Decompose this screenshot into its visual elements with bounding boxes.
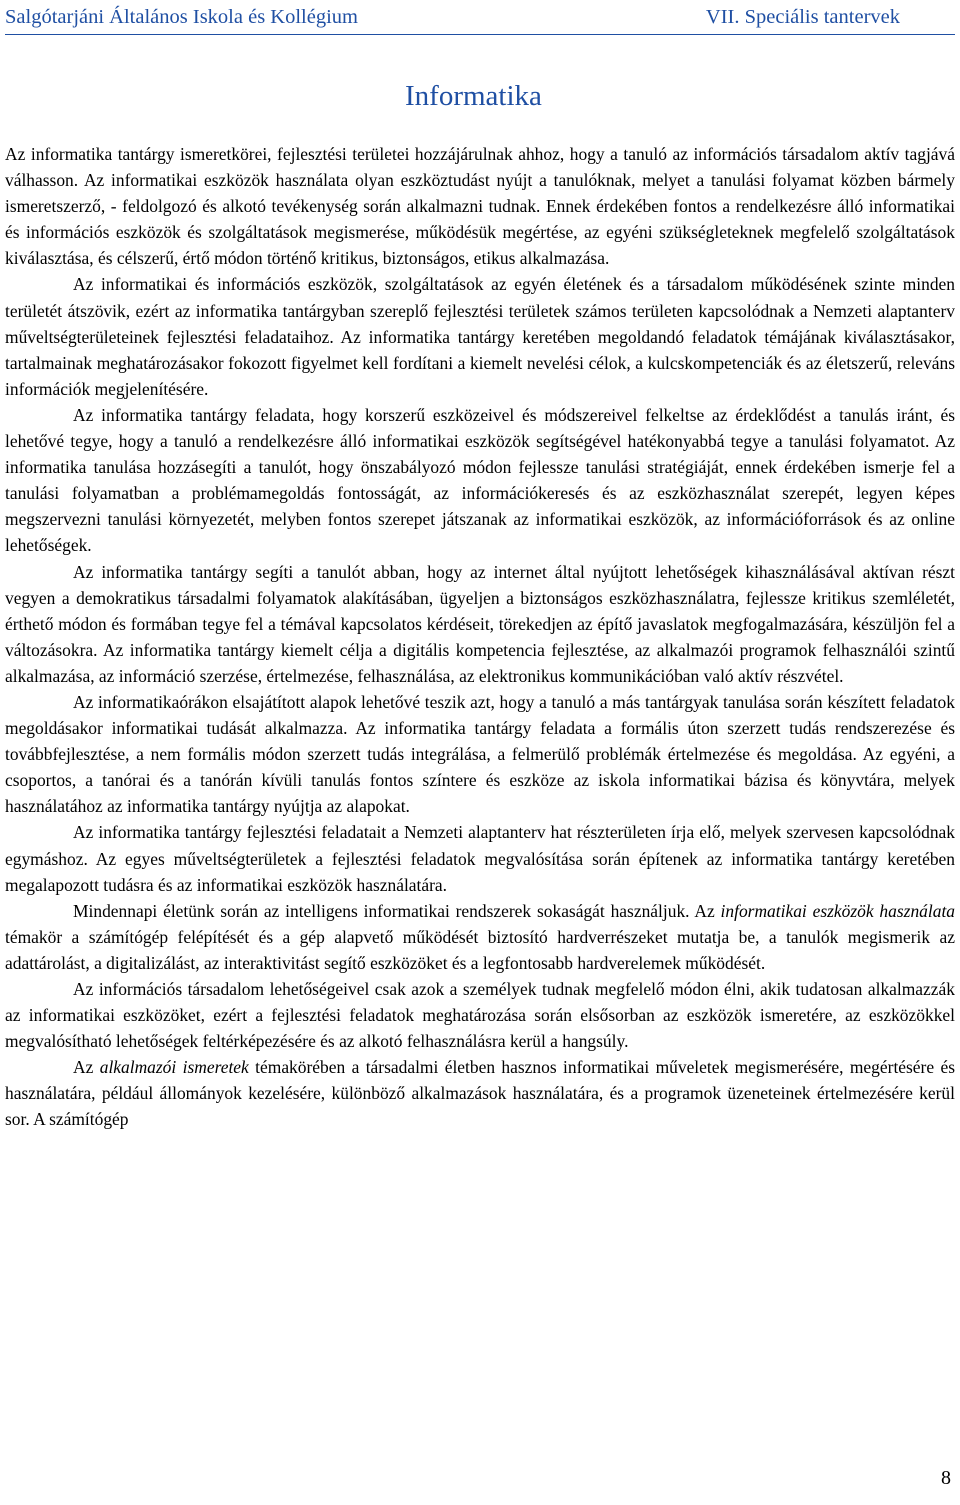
body-paragraph <box>5 559 955 689</box>
body-paragraph <box>5 402 955 559</box>
page-header <box>5 3 955 31</box>
body-paragraph <box>5 1054 955 1132</box>
header-section-title: VII. Speciális tantervek <box>705 6 900 28</box>
paragraph-text: Az informatika tantárgy segíti a tanulót abban, hogy az internet által nyújtott lehetőségek kihasználásával aktívan részt vegyen a demokratikus társadalmi folyamatok alakításában, ügyeljen a biztonságos eszközhasználatra, fejlessze kritikus szemléletét, érthető módon és formában tegye fel a témával kapcsolatos kérdéseit, törekedjen az építő javaslatok megfogalmazására, készüljön fel a változásokra. Az informatika tantárgy kiemelt célja a digitális kompetencia fejlesztése, az alkalmazói programok felhasználói szintű alkalmazása, az információ szerzése, értelmezése, felhasználása, az elektronikus kommunikációban való aktív részvétel. <box>5 561 955 686</box>
body-paragraph <box>5 271 955 401</box>
header-school-name: Salgótarjáni Általános Iskola és Kollégium <box>5 6 358 28</box>
paragraph-text: témakör a számítógép felépítését és a gép alapvető működését biztosító hardverrészeket mutatja be, a tanulók megismerik az adattárolást, a digitalizálást, az interaktivitást segítő eszközöket és a legfontosabb hardverelemek működését. <box>5 926 955 973</box>
page-title: Informatika <box>405 80 542 112</box>
body-paragraph <box>5 976 955 1054</box>
paragraph-text: Mindennapi életünk során az intelligens informatikai rendszerek sokaságát használjuk. Az <box>73 900 721 921</box>
header-divider <box>5 34 955 35</box>
body-paragraph <box>5 689 955 819</box>
page-number: 8 <box>941 1467 951 1489</box>
paragraph-text: Az informatikai és információs eszközök, szolgáltatások az egyén életének és a társadalom működésének szinte minden területét átszövik, ezért az informatika tantárgyban szereplő fejlesztési területek számos területen kapcsolódnak a Nemzeti alaptanterv műveltségterületeinek fejlesztési feladataihoz. Az informatika tantárgy keretében megoldandó feladatok témájának kiválasztásakor, tartalmainak meghatározásakor fokozott figyelmet kell fordítani a kiemelt nevelési célok, a kulcskompetenciák és az életszerű, releváns információk megjelenítésére. <box>5 274 955 399</box>
document-body <box>5 141 955 1133</box>
paragraph-text: Az informatika tantárgy ismeretkörei, fejlesztési területei hozzájárulnak ahhoz, hogy a tanuló az információs társadalom aktív tagjává válhasson. Az informatikai eszközök használata olyan eszköztudást nyújt a tanulóknak, melyet a tanulási folyamat közben bármely ismeretszerző, - feldolgozó és alkotó tevékenység során alkalmazni tudnak. Ennek érdekében fontos a rendelkezésre álló informatikai és információs eszközök és szolgáltatások megismerése, működésük megértése, az egyéni szükségleteknek megfelelő szolgáltatások kiválasztása, és célszerű, értő módon történő kritikus, biztonságos, etikus alkalmazása. <box>5 144 955 269</box>
emphasized-text: alkalmazói ismeretek <box>99 1057 249 1078</box>
emphasized-text: informatikai eszközök használata <box>720 900 956 921</box>
paragraph-text: Az <box>73 1057 100 1078</box>
body-paragraph <box>5 898 955 976</box>
paragraph-text: Az informatikaórákon elsajátított alapok lehetővé teszik azt, hogy a tanuló a más tantárgyak tanulása során készített feladatok megoldásakor informatikai tudását alkalmazza. Az informatika tantárgy feladata a formális úton szerzett tudás rendszerezése és továbbfejlesztése, a nem formális módon szerzett tudás integrálása, a felmerülő problémák értelmezése és megoldása. Az egyéni, a csoportos, a tanórai és a tanórán kívüli tanulás fontos színtere és eszköze az iskola informatikai bázisa és könyvtára, melyek használatához az informatika tantárgy nyújtja az alapokat. <box>5 691 955 817</box>
body-paragraph <box>5 141 955 271</box>
paragraph-text: témakörében a társadalmi életben hasznos informatikai műveletek megismerésére, megértésére és használatára, például állományok kezelésére, különböző alkalmazások használatára, és a programok üzeneteinek értelmezésére kerül sor. A számítógép <box>5 1057 955 1130</box>
body-paragraph <box>5 819 955 897</box>
paragraph-text: Az informatika tantárgy fejlesztési feladatait a Nemzeti alaptanterv hat részterületen írja elő, melyek szervesen kapcsolódnak egymáshoz. Az egyes műveltségterületek a fejlesztési feladatok megvalósítása során építenek az informatika tantárgy keretében megalapozott tudásra és az informatikai eszközök használatára. <box>5 822 955 895</box>
paragraph-text: Az információs társadalom lehetőségeivel csak azok a személyek tudnak megfelelő módon élni, akik tudatosan alkalmazzák az informatikai eszközöket, ezért a fejlesztési feladatok meghatározása során elsősorban az eszközök ismeretére, az eszközökkel megvalósítható lehetőségek feltérképezésére és az alkotó felhasználásra kerül a hangsúly. <box>5 979 955 1052</box>
paragraph-text: Az informatika tantárgy feladata, hogy korszerű eszközeivel és módszereivel felkeltse az érdeklődést a tanulás iránt, és lehetővé tegye, hogy a tanuló a rendelkezésre álló informatikai eszközök segítségével hatékonyabbá tegye a tanulási folyamatot. Az informatika tanulása hozzásegíti a tanulót, hogy önszabályozó módon fejlessze tanulási stratégiáját, ennek érdekében ismerje fel a tanulási folyamatban a problémamegoldás fontosságát, az információkeresés és az eszközhasználat szerepét, legyen képes megszervezni tanulási környezetét, melyben fontos szerepet játszanak az informatikai eszközök, az információforrások és az online lehetőségek. <box>5 404 955 556</box>
